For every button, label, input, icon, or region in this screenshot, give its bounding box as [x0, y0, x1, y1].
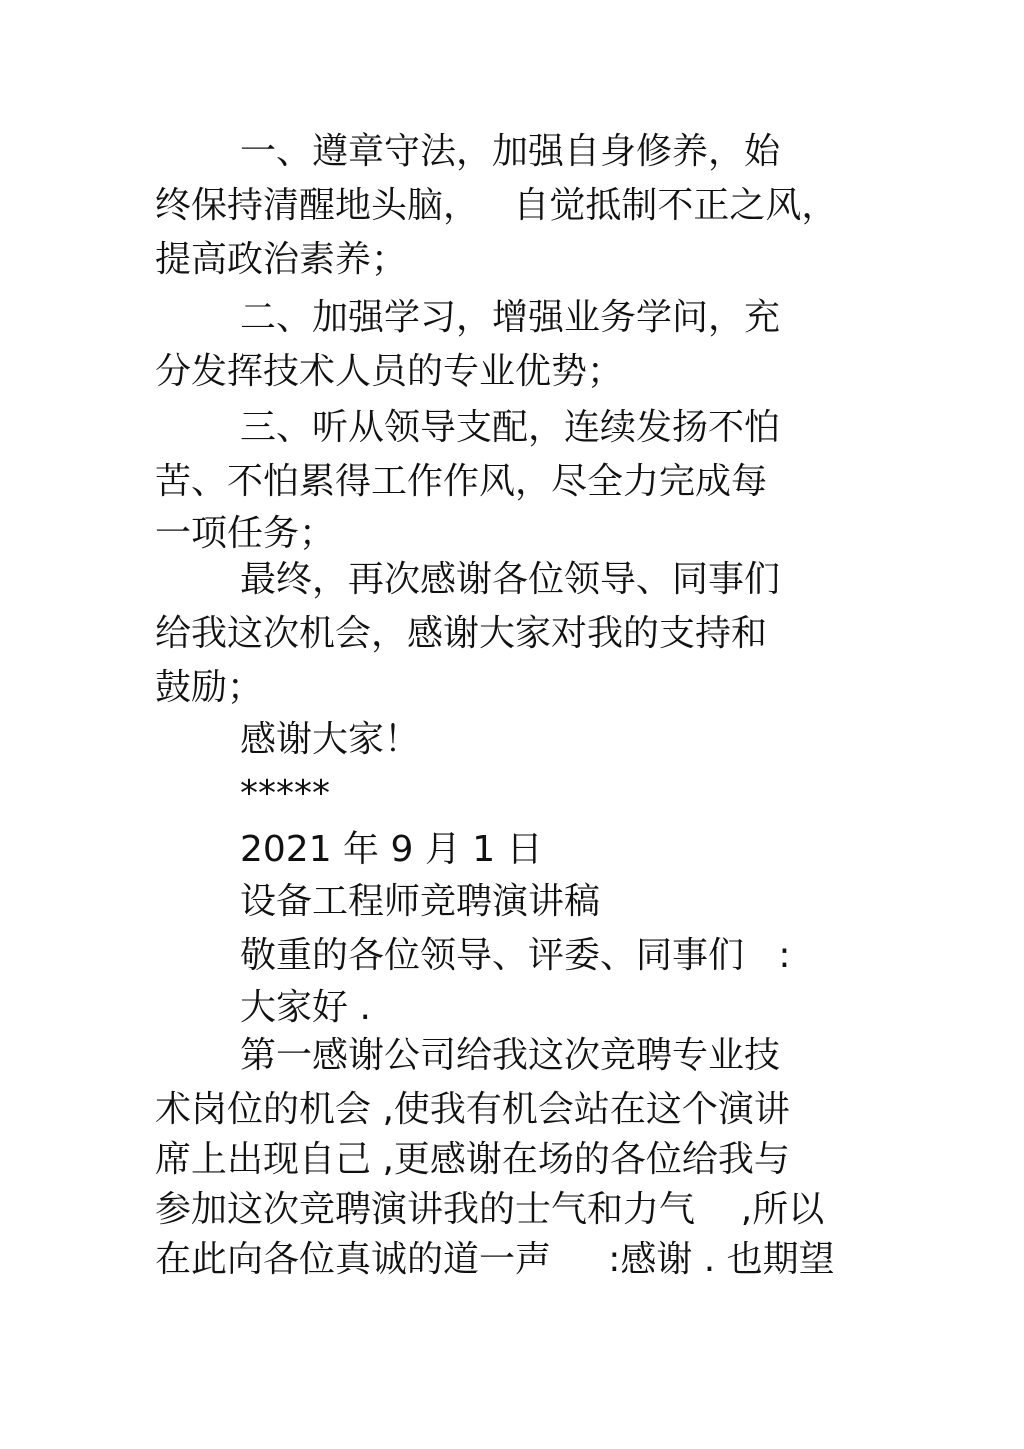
paragraph-line: 术岗位的机会 ,使我有机会站在这个演讲	[155, 1089, 790, 1130]
paragraph-line: 最终，再次感谢各位领导、同事们	[240, 559, 781, 600]
paragraph-line: 苦、不怕累得工作作风，尽全力完成每	[155, 461, 768, 502]
paragraph-line: 第一感谢公司给我这次竞聘专业技	[240, 1035, 781, 1076]
paragraph-line: 终保持清醒地头脑， 自觉抵制不正之风，	[155, 185, 838, 226]
paragraph-line: 鼓励；	[155, 667, 264, 708]
author-name: *****	[240, 773, 330, 814]
paragraph-line: 分发挥技术人员的专业优势；	[155, 351, 624, 392]
paragraph-line: 一项任务；	[155, 513, 336, 554]
paragraph-line: 提高政治素养；	[155, 239, 408, 280]
salutation: 敬重的各位领导、评委、同事们 :	[240, 935, 791, 976]
paragraph-line: 参加这次竞聘演讲我的士气和力气 ,所以	[155, 1189, 825, 1230]
paragraph-line: 席上出现自己 ,更感谢在场的各位给我与	[155, 1139, 790, 1180]
section-title: 设备工程师竞聘演讲稿	[240, 881, 601, 922]
greeting: 大家好 .	[240, 987, 371, 1028]
paragraph-line: 三、听从领导支配，连续发扬不怕	[240, 407, 781, 448]
date-line: 2021 年 9 月 1 日	[240, 829, 543, 870]
paragraph-line: 二、加强学习，增强业务学问，充	[240, 297, 781, 338]
paragraph-line: 给我这次机会，感谢大家对我的支持和	[155, 613, 768, 654]
closing-thanks: 感谢大家！	[240, 719, 421, 760]
paragraph-line: 一、遵章守法，加强自身修养，始	[240, 131, 781, 172]
paragraph-line: 在此向各位真诚的道一声 :感谢 . 也期望	[155, 1239, 835, 1280]
